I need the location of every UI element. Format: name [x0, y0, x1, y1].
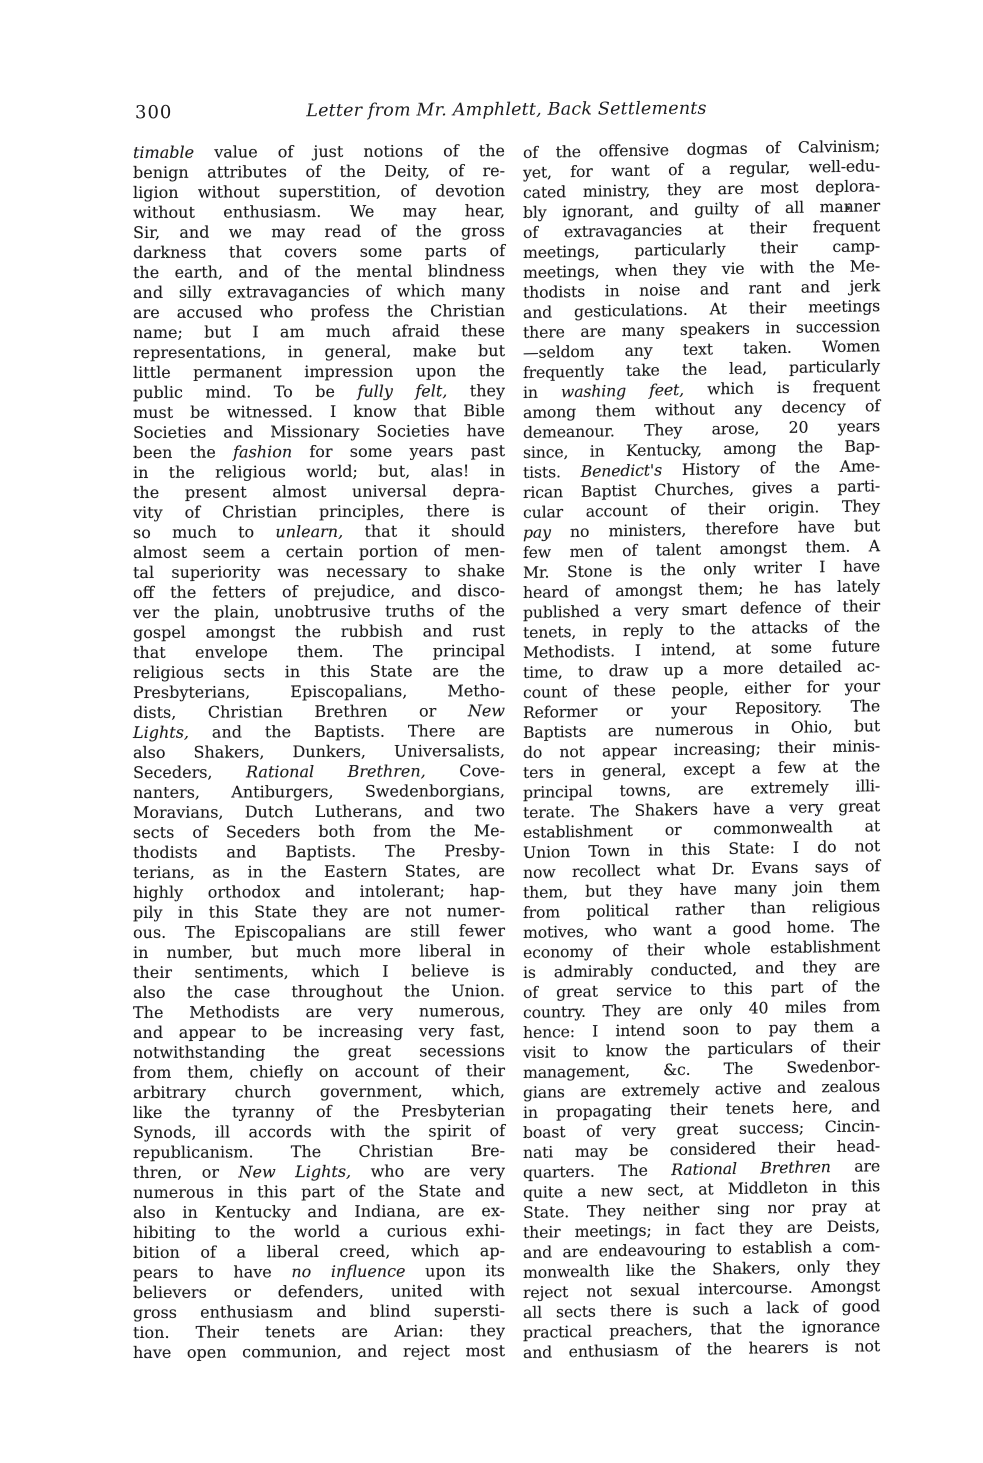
text-line: vity of Christian principles, there is	[133, 501, 505, 522]
text-line: practical preachers, that the ignorance	[523, 1316, 880, 1342]
text-line: tenets, in reply to the attacks of the	[523, 616, 880, 642]
text-line: so much to unlearn, that it should	[133, 521, 505, 542]
left-text-column	[133, 141, 505, 1363]
text-line: them, but they have many join them	[523, 876, 880, 902]
text-line: hence: I intend soon to pay them a	[523, 1016, 880, 1042]
text-line: ligion without superstition, of devotion	[133, 181, 505, 202]
text-line: without enthusiasm. We may hear,	[133, 201, 505, 222]
text-line: Baptists are numerous in Ohio, but	[523, 716, 880, 742]
text-line: demeanour. They arose, 20 years	[523, 416, 880, 442]
text-line: Moravians, Dutch Lutherans, and two	[133, 801, 505, 822]
text-line: their sentiments, which I believe is	[133, 961, 505, 982]
text-line: heard of amongst them; he has lately	[523, 576, 880, 602]
text-line: cated ministry, they are most deplora-	[523, 176, 880, 202]
text-line: reject not sexual intercourse. Amongst	[523, 1276, 880, 1302]
text-line: pay no ministers, therefore have but	[523, 516, 880, 542]
text-line: almost seem a certain portion of men-	[133, 541, 505, 562]
text-line: count of these people, either for your	[523, 676, 880, 702]
text-line: principal towns, are extremely illi-	[523, 776, 880, 802]
text-line: —seldom any text taken. Women	[523, 336, 880, 362]
text-line: like the tyranny of the Presbyterian	[133, 1101, 505, 1122]
text-line: the earth, and of the mental blindness	[133, 261, 505, 282]
text-line: quite a new sect, at Middleton in this	[523, 1176, 880, 1202]
text-line: Presbyterians, Episcopalians, Metho-	[133, 681, 505, 702]
text-line: pears to have no influence upon its	[133, 1261, 506, 1282]
text-line: the present almost universal depra-	[133, 481, 505, 502]
text-line: in number, but much more liberal in	[133, 941, 505, 962]
text-line: The Methodists are very numerous,	[133, 1001, 505, 1022]
text-line: arbitrary church government, which,	[133, 1081, 505, 1102]
text-line: hibiting to the world a curious exhi-	[133, 1221, 505, 1242]
text-line: ver the plain, unobtrusive truths of the	[133, 601, 505, 622]
text-line: meetings, when they vie with the Me-	[523, 256, 880, 282]
text-line: tion. Their tenets are Arian: they	[133, 1321, 505, 1342]
text-line: religious sects in this State are the	[133, 661, 505, 682]
text-line: thodists and Baptists. The Presby-	[133, 841, 505, 862]
text-line: Methodists. I intend, at some future	[523, 636, 880, 662]
text-line: boast of very great success; Cincin-	[523, 1116, 880, 1142]
text-line: motives, who want a good home. The	[523, 916, 880, 942]
text-line: all sects there is such a lack of good	[523, 1296, 880, 1322]
text-line: dists, Christian Brethren or New	[133, 701, 505, 722]
text-line: off the fetters of prejudice, and disco-	[133, 581, 505, 602]
text-line: of great service to this part of the	[523, 976, 880, 1002]
text-line: pily in this State they are not numer-	[133, 901, 505, 922]
text-line: management, &c. The Swedenbor-	[523, 1056, 880, 1082]
text-line: nanters, Antiburgers, Swedenborgians,	[133, 781, 505, 802]
text-line: representations, in general, make but	[133, 341, 505, 362]
text-line: nati may be considered their head-	[523, 1136, 880, 1162]
text-line: meetings, particularly their camp-	[523, 236, 880, 262]
text-line: and silly extravagancies of which many	[133, 281, 505, 302]
text-line: from them, chiefly on account of their	[133, 1061, 505, 1082]
text-line: must be witnessed. I know that Bible	[133, 401, 505, 422]
text-line: and gesticulations. At their meetings	[523, 296, 880, 322]
text-line: visit to know the particulars of their	[523, 1036, 880, 1062]
text-line: darkness that covers some parts of	[133, 241, 505, 262]
text-line: economy of their whole establishment	[523, 936, 880, 962]
text-line: gians are extremely active and zealous	[523, 1076, 880, 1102]
text-line: notwithstanding the great secessions	[133, 1041, 505, 1062]
text-line: Sir, and we may read of the gross	[133, 221, 505, 242]
running-title: Letter from Mr. Amphlett, Back Settlements	[306, 98, 707, 122]
text-line: also in Kentucky and Indiana, are ex-	[133, 1201, 505, 1222]
text-line: are accused who profess the Christian	[133, 301, 505, 322]
text-line: in washing feet, which is frequent	[523, 376, 880, 402]
text-line: country. They are only 40 miles from	[523, 996, 880, 1022]
text-line: published a very smart defence of their	[523, 596, 880, 622]
text-line: name; but I am much afraid these	[133, 321, 505, 342]
text-line: quarters. The Rational Brethren are	[523, 1156, 880, 1182]
text-line: rican Baptist Churches, gives a parti-	[523, 476, 880, 502]
text-line: State. They neither sing nor pray at	[523, 1196, 880, 1222]
text-line: terians, as in the Eastern States, are	[133, 861, 505, 882]
text-line: timable value of just notions of the	[133, 141, 505, 162]
text-line: of the offensive dogmas of Calvinism;	[523, 136, 880, 162]
text-line: have open communion, and reject most	[133, 1341, 505, 1362]
text-line: also Shakers, Dunkers, Universalists,	[133, 741, 505, 762]
text-line: monwealth like the Shakers, only they	[523, 1256, 880, 1282]
text-line: since, in Kentucky, among the Bap-	[523, 436, 880, 462]
text-line: public mind. To be fully felt, they	[133, 381, 506, 402]
text-line: in the religious world; but, alas! in	[133, 461, 505, 482]
right-text-column	[523, 136, 880, 1363]
text-line: bition of a liberal creed, which ap-	[133, 1241, 505, 1262]
text-line: Lights, and the Baptists. There are	[133, 721, 505, 742]
text-line: thren, or New Lights, who are very	[133, 1161, 506, 1182]
text-line: numerous in this part of the State and	[133, 1181, 505, 1202]
text-line: tists. Benedict's History of the Ame-	[523, 456, 880, 482]
text-line: tal superiority was necessary to shake	[133, 561, 505, 582]
text-line: thodists in noise and rant and jerk	[523, 276, 880, 302]
text-line: is admirably conducted, and they are	[523, 956, 880, 982]
text-line: sects of Seceders both from the Me-	[133, 821, 505, 842]
text-line: yet, for want of a regular, well-edu-	[523, 156, 880, 182]
text-line: gospel amongst the rubbish and rust	[133, 621, 505, 642]
text-line: there are many speakers in succession	[523, 316, 880, 342]
text-line: been the fashion for some years past	[133, 441, 505, 462]
page-number: 300	[135, 102, 173, 124]
text-line: bly ignorant, and guilty of all manner	[523, 196, 880, 222]
text-line: that envelope them. The principal	[133, 641, 505, 662]
text-line: Societies and Missionary Societies have	[133, 421, 505, 442]
text-line: Seceders, Rational Brethren, Cove-	[133, 761, 505, 782]
text-line: Mr. Stone is the only writer I have	[523, 556, 880, 582]
text-line: gross enthusiasm and blind supersti-	[133, 1301, 505, 1322]
page-header	[133, 98, 880, 127]
text-line: Union Town in this State: I do not	[523, 836, 880, 862]
text-line: believers or defenders, united with	[133, 1281, 505, 1302]
text-line: few men of talent amongst them. A	[523, 536, 880, 562]
text-line: little permanent impression upon the	[133, 361, 505, 382]
text-line: time, to draw up a more detailed ac-	[523, 656, 880, 682]
text-line: also the case throughout the Union.	[133, 981, 505, 1002]
text-line: in propagating their tenets here, and	[523, 1096, 880, 1122]
text-line: ters in general, except a few at the	[523, 756, 880, 782]
text-line: Synods, ill accords with the spirit of	[133, 1121, 505, 1142]
text-line: now recollect what Dr. Evans says of	[523, 856, 880, 882]
text-line: ous. The Episcopalians are still fewer	[133, 921, 505, 942]
text-line: republicanism. The Christian Bre-	[133, 1141, 505, 1162]
text-line: from political rather than religious	[523, 896, 880, 922]
text-line: terate. The Shakers have a very great	[523, 796, 880, 822]
text-line: frequently take the lead, particularly	[523, 356, 880, 382]
text-line: and are endeavouring to establish a com-	[523, 1236, 880, 1262]
text-line: cular account of their origin. They	[523, 496, 880, 522]
text-line: highly orthodox and intolerant; hap-	[133, 881, 505, 902]
text-line: and enthusiasm of the hearers is not	[523, 1336, 880, 1362]
text-line: among them without any decency of	[523, 396, 880, 422]
text-line: establishment or commonwealth at	[523, 816, 880, 842]
text-line: benign attributes of the Deity, of re-	[133, 161, 505, 182]
text-line: Reformer or your Repository. The	[523, 696, 880, 722]
text-columns	[133, 136, 880, 1363]
text-line: of extravagancies at their frequent	[523, 216, 880, 242]
text-line: do not appear increasing; their minis-	[523, 736, 880, 762]
text-line: their meetings; in fact they are Deists,	[523, 1216, 880, 1242]
text-line: and appear to be increasing very fast,	[133, 1021, 505, 1042]
